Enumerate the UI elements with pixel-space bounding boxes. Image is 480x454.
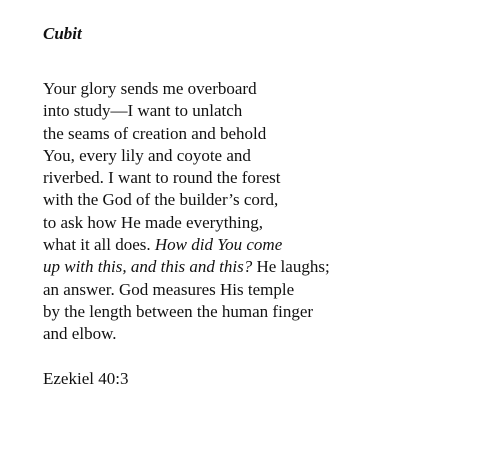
poem-page — [43, 22, 463, 390]
poem-line: and elbow. — [43, 324, 117, 344]
poem-line: into study—I want to unlatch — [43, 101, 243, 121]
poem-line-text: He laughs; — [252, 257, 330, 277]
poem-line: Your glory sends me overboard — [43, 79, 257, 98]
scripture-citation: Ezekiel 40:3 — [43, 368, 129, 388]
poem-line-italic-text: up with this, and this and this? — [43, 257, 253, 277]
poem-line: an answer. God measures His temple — [43, 279, 295, 299]
poem-line — [43, 256, 463, 278]
poem-line — [43, 234, 463, 256]
poem-line: to ask how He made everything, — [43, 212, 263, 232]
poem-line: with the God of the builder’s cord, — [43, 190, 279, 210]
poem-line: You, every lily and coyote and — [43, 145, 251, 165]
poem-line: the seams of creation and behold — [43, 123, 267, 143]
poem-line: by the length between the human finger — [43, 301, 314, 321]
poem-body — [43, 78, 463, 346]
poem-title: Cubit — [43, 24, 82, 43]
poem-line-italic-text: How did You come — [154, 235, 283, 255]
poem-line: riverbed. I want to round the forest — [43, 168, 281, 188]
poem-line-text: what it all does. — [43, 235, 155, 255]
